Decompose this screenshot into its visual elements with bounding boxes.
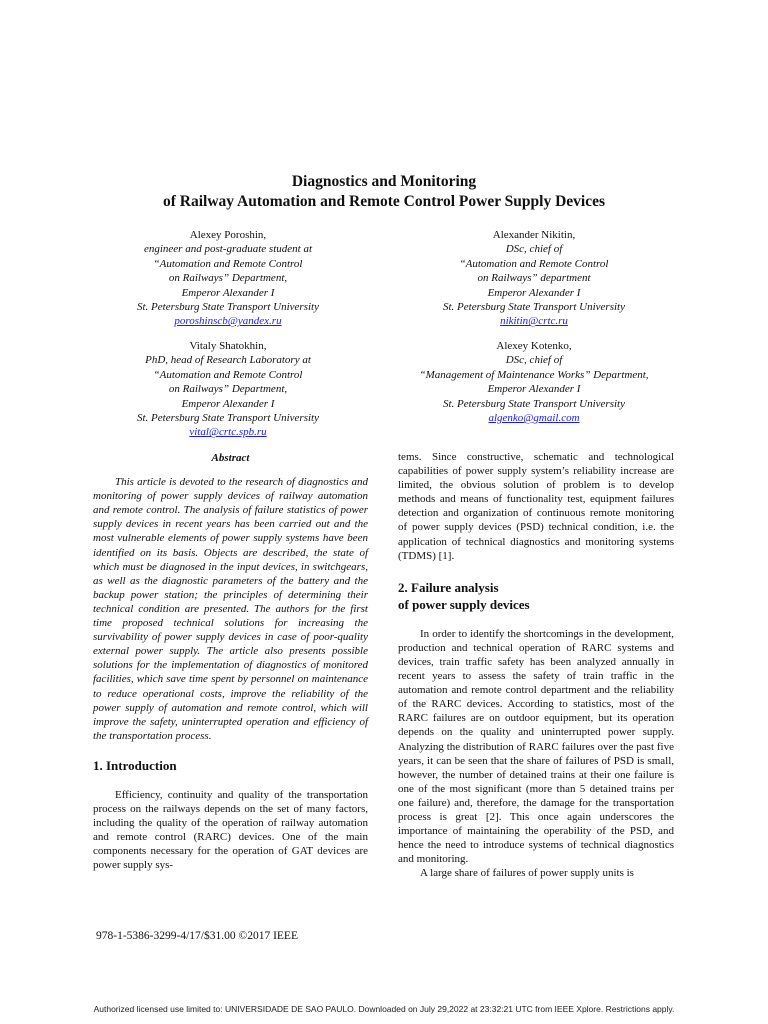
author-line: St. Petersburg State Transport University [442, 397, 625, 410]
right-column [398, 450, 674, 880]
abstract-text: This article is devoted to the research of diagnostics and monitoring of power supply devices of railway automation and remote control. The analysis of failure statistics of power supply devices in recent years has been carried out and the most vulnerable elements of power supply systems have been identified on its basis. Objects are described, the state of which must be diagnosed in the input devices, in switchgears, as well as the diagnostic parameters of the battery and the backup power station; the principles of determining their technical condition are presented. The authors for the first time proposed technical solutions for increasing the survivability of power supply devices in case of poor-quality external power supply. The article also presents possible solutions for the implementation of diagnostics of monitored facilities, which save time spent by personnel on maintenance to reduce operational costs, improve the reliability of the power supply of automation and remote control, which will improve the safety, uninterrupted operation and efficiency of the transportation process. [93, 476, 368, 742]
author-line: PhD, head of Research Laboratory at [145, 354, 311, 367]
paper-title [0, 172, 768, 212]
license-notice: Authorized licensed use limited to: UNIVERSIDADE DE SAO PAULO. Downloaded on July 29,2022 at 23:32:21 UTC from IEEE Xplore. Restrictions apply. [93, 1004, 675, 1014]
author-block-nikitin [400, 228, 668, 329]
section-2-paragraph-2: A large share of failures of power supply units is [420, 867, 634, 880]
section-2-heading-line-1: 2. Failure analysis [398, 579, 499, 595]
author-line: “Management of Maintenance Works” Department, [419, 368, 649, 381]
author-email-link[interactable]: poroshinscb@yandex.ru [174, 315, 282, 328]
author-block-kotenko [396, 339, 672, 425]
ieee-identifier: 978-1-5386-3299-4/17/$31.00 ©2017 IEEE [96, 930, 298, 942]
author-block-poroshin [104, 228, 352, 329]
author-name: Alexey Kotenko, [496, 340, 572, 352]
author-line: on Railways” Department, [168, 383, 288, 396]
author-line: DSc, chief of [505, 354, 563, 367]
author-email-link[interactable]: nikitin@crtc.ru [500, 315, 568, 328]
continuation-text: tems. Since constructive, schematic and technological capabilities of power supply system’s reliability increase are limited, the obvious solution of problem is to develop methods and means of functionality test, equipment failures detection and organization of continuous remote monitoring of power supply devices (PSD) technical condition, i.e. the application of technical diagnostics and monitoring systems (TDMS) [1]. [398, 451, 674, 562]
author-line: Emperor Alexander I [181, 286, 275, 299]
title-line-1: Diagnostics and Monitoring [291, 173, 477, 190]
author-email-link[interactable]: vital@crtc.spb.ru [189, 426, 267, 439]
abstract-heading: Abstract [211, 452, 250, 464]
author-email-link[interactable]: algenko@gmail.com [488, 412, 580, 425]
author-line: DSc, chief of [505, 243, 563, 256]
author-line: Emperor Alexander I [181, 397, 275, 410]
author-line: “Automation and Remote Control [153, 368, 303, 381]
author-line: engineer and post-graduate student at [143, 243, 313, 256]
section-1-text: Efficiency, continuity and quality of the transportation process on the railways depends on the set of many factors, including the quality of the operation of railway automation and remote control (RARC) devices. One of the main components necessary for the operation of GAT devices are power supply sys- [93, 788, 368, 872]
author-line: “Automation and Remote Control [459, 257, 609, 270]
author-line: Emperor Alexander I [487, 383, 581, 396]
author-line: on Railways” Department, [168, 272, 288, 285]
author-line: St. Petersburg State Transport University [136, 301, 319, 314]
author-name: Alexander Nikitin, [492, 229, 576, 241]
author-name: Vitaly Shatokhin, [189, 340, 267, 352]
author-line: St. Petersburg State Transport University [442, 301, 625, 314]
title-line-2: of Railway Automation and Remote Control Power Supply Devices [162, 193, 606, 210]
author-line: St. Petersburg State Transport University [136, 412, 319, 425]
left-column [93, 451, 368, 872]
section-2-heading-line-2: of power supply devices [398, 596, 530, 612]
author-block-shatokhin [104, 339, 352, 440]
author-line: on Railways” department [477, 272, 591, 285]
section-2-paragraph-1: In order to identify the shortcomings in the development, production and technical operation of RARC systems and devices, train traffic safety has been analyzed annually in recent years to assess the safety of train traffic in the automation and remote control department and the reliability of the RARC devices. According to statistics, most of the RARC failures are on outdoor equipment, but its operation depends on the quality and uninterrupted power supply. Analyzing the distribution of RARC failures over the past five years, it can be seen that the share of failures of PSD is small, however, the number of detained trains at their one failure is one of the most significant (more than 5 detained trains per one failure) and, therefore, the damage for the transportation process is great [2]. This once again underscores the importance of maintaining the operability of the PSD, and hence the need to introduce systems of technical diagnostics and monitoring. [398, 627, 674, 866]
author-line: Emperor Alexander I [487, 286, 581, 299]
author-name: Alexey Poroshin, [189, 229, 267, 241]
section-1-heading: 1. Introduction [93, 757, 177, 773]
section-2-heading [398, 579, 674, 613]
author-line: “Automation and Remote Control [153, 257, 303, 270]
